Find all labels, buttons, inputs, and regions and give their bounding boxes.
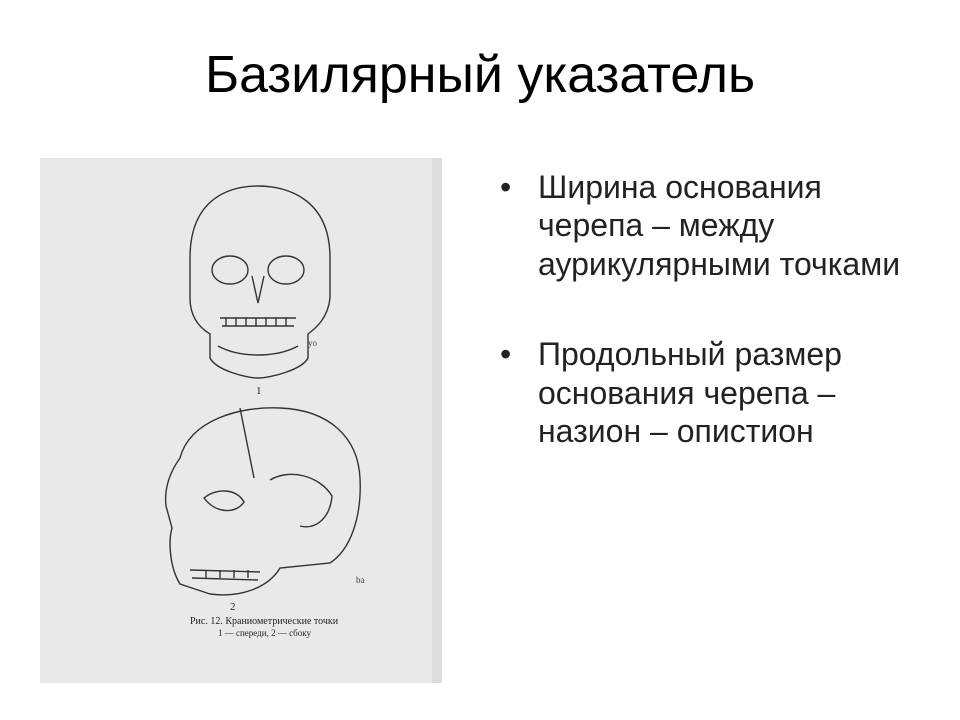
bullet-item (492, 168, 922, 283)
bullet-icon: • (500, 336, 512, 373)
skull-illustration (40, 158, 442, 683)
bullet-text: Ширина основания черепа – между аурикулярными точками (538, 169, 901, 282)
figure-label-2: 2 (230, 601, 236, 613)
bullet-text: Продольный размер основания черепа – назион – опистион (538, 336, 842, 449)
slide-title: Базилярный указатель (204, 46, 756, 104)
figure-label-1: 1 (256, 385, 262, 397)
svg-text:yo: yo (308, 338, 317, 348)
figure-caption-line2: 1 — спереди, 2 — сбоку (218, 628, 312, 638)
svg-text:ba: ba (356, 575, 365, 585)
bullet-list (492, 168, 922, 502)
skull-figure (40, 158, 442, 683)
bullet-icon: • (500, 169, 512, 205)
figure-caption-line1: Рис. 12. Краниометрические точки (190, 616, 339, 627)
bullet-item (492, 335, 922, 450)
